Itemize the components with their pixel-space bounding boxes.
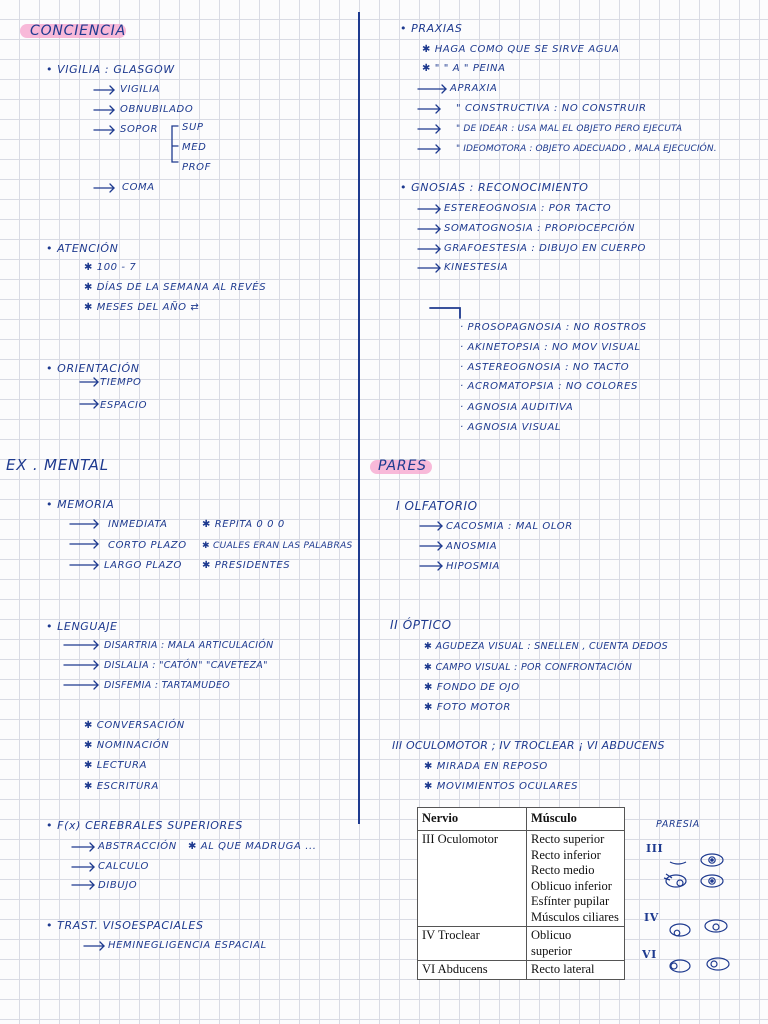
- table-header-musculo: Músculo: [527, 808, 625, 831]
- agnosia-item: · AKINETOPSIA : NO MOV VISUAL: [460, 342, 641, 353]
- conciencia-title: CONCIENCIA: [30, 23, 126, 39]
- arrow-icon: [70, 520, 98, 528]
- eye-icon: [701, 854, 723, 866]
- paresia-label-iv: IV: [644, 911, 659, 924]
- conciencia-item-sopor: SOPOR: [120, 124, 159, 135]
- sopor-level-prof: PROF: [182, 162, 212, 173]
- praxias-note: ✱ HAGA COMO QUE SE SIRVE AGUA: [422, 44, 620, 55]
- eye-icon: [701, 875, 723, 887]
- gnosia-item: GRAFOESTESIA : DIBUJO EN CUERPO: [444, 243, 646, 254]
- arrow-icon: [80, 400, 98, 408]
- lenguaje-item: DISLALIA : "CATÓN" "CAVETEZA": [104, 660, 268, 671]
- arrow-icon: [420, 542, 442, 550]
- muscle-name: Recto medio: [531, 863, 595, 877]
- arrow-icon: [418, 105, 440, 113]
- conciencia-item-vigilia: VIGILIA: [120, 84, 161, 95]
- optico-title: II ÓPTICO: [390, 618, 452, 632]
- muscle-name: Esfínter pupilar: [531, 894, 610, 908]
- funciones-item: ABSTRACCIÓN: [98, 841, 177, 852]
- atencion-item: ✱ 100 - 7: [84, 262, 137, 273]
- funciones-item: CALCULO: [98, 861, 150, 872]
- muscle-name: Recto lateral: [531, 962, 595, 976]
- arrow-icon: [418, 85, 446, 93]
- agnosia-item: · ASTEREOGNOSIA : NO TACTO: [460, 362, 630, 373]
- optico-item: ✱ FONDO DE OJO: [424, 682, 520, 693]
- lenguaje-item: DISARTRIA : MALA ARTICULACIÓN: [104, 640, 274, 651]
- lenguaje-eval: ✱ LECTURA: [84, 760, 148, 771]
- oculomotores-item: ✱ MOVIMIENTOS OCULARES: [424, 781, 579, 792]
- funciones-item: DIBUJO: [98, 880, 138, 891]
- arrow-icon: [64, 661, 98, 669]
- apraxia-type: " IDEOMOTORA : OBJETO ADECUADO , MALA EJECUCIÓN.: [456, 144, 717, 154]
- arrow-icon: [70, 561, 98, 569]
- orientacion-item-tiempo: TIEMPO: [100, 377, 142, 388]
- sopor-level-med: MED: [182, 142, 207, 153]
- eye-icon: [705, 920, 727, 932]
- table-cell-musculos: [527, 927, 625, 961]
- apraxia-label: APRAXIA: [450, 83, 498, 94]
- table-header-nervio: Nervio: [418, 808, 527, 831]
- orientacion-item-espacio: ESPACIO: [100, 400, 148, 411]
- arrow-icon: [418, 225, 440, 233]
- vigilia-heading: • VIGILIA : GLASGOW: [46, 63, 175, 76]
- agnosia-item: · AGNOSIA AUDITIVA: [460, 402, 574, 413]
- agnosia-item: · ACROMATOPSIA : NO COLORES: [460, 381, 638, 392]
- atencion-item: ✱ DÍAS DE LA SEMANA AL REVÉS: [84, 282, 267, 293]
- arrow-icon: [84, 942, 104, 950]
- sopor-bracket: [172, 126, 178, 162]
- arrow-icon: [80, 378, 98, 386]
- memoria-item: LARGO PLAZO: [104, 560, 182, 571]
- table-cell-nervio: III Oculomotor: [418, 831, 527, 927]
- memoria-note: ✱ PRESIDENTES: [202, 560, 291, 571]
- praxias-title: • PRAXIAS: [400, 22, 463, 35]
- paresia-title: PARESIA: [656, 819, 700, 830]
- lenguaje-item: DISFEMIA : TARTAMUDEO: [104, 680, 231, 691]
- memoria-item: INMEDIATA: [108, 519, 168, 530]
- praxias-note: ✱ " " A " PEINA: [422, 63, 506, 74]
- arrow-icon: [418, 245, 440, 253]
- table-row: [418, 831, 625, 927]
- table-cell-musculos: [527, 831, 625, 927]
- gnosia-item: ESTEREOGNOSIA : POR TACTO: [444, 203, 612, 214]
- funciones-note: ✱ AL QUE MADRUGA ...: [188, 841, 317, 852]
- paresia-label-vi: VI: [642, 948, 657, 961]
- eye-icon: [707, 958, 729, 970]
- lenguaje-eval: ✱ NOMINACIÓN: [84, 740, 170, 751]
- agnosia-item: · PROSOPAGNOSIA : NO ROSTROS: [460, 322, 647, 333]
- lenguaje-eval: ✱ ESCRITURA: [84, 781, 159, 792]
- eye-icon: [670, 960, 690, 972]
- muscle-name: Oblicuo: [531, 928, 572, 942]
- muscle-name: Recto superior: [531, 832, 605, 846]
- arrow-icon: [418, 125, 440, 133]
- closed-eye-icon: [670, 862, 686, 864]
- optico-item: ✱ AGUDEZA VISUAL : SNELLEN , CUENTA DEDOS: [424, 641, 668, 652]
- eye-icon: [664, 874, 686, 887]
- visoespaciales-item: HEMINEGLIGENCIA ESPACIAL: [108, 940, 267, 951]
- agnosia-arrow-icon: [430, 308, 460, 318]
- table-cell-musculos: [527, 961, 625, 980]
- paresia-label-iii: III: [646, 842, 664, 855]
- memoria-item: CORTO PLAZO: [108, 540, 187, 551]
- arrow-icon: [94, 106, 114, 114]
- orientacion-title: • ORIENTACIÓN: [46, 362, 140, 375]
- olfatorio-item: ANOSMIA: [446, 541, 498, 552]
- olfatorio-item: HIPOSMIA: [446, 561, 500, 572]
- oculomotores-title: III OCULOMOTOR ; IV TROCLEAR ¡ VI ABDUCENS: [392, 739, 665, 752]
- nerve-muscle-table: [417, 807, 625, 980]
- optico-item: ✱ CAMPO VISUAL : POR CONFRONTACIÓN: [424, 662, 633, 673]
- muscle-name: Oblicuo inferior: [531, 878, 612, 893]
- table-cell-nervio: IV Troclear: [418, 927, 527, 961]
- apraxia-type: " CONSTRUCTIVA : NO CONSTRUIR: [456, 103, 647, 114]
- arrow-icon: [94, 126, 114, 134]
- conciencia-item-coma: COMA: [122, 182, 155, 193]
- gnosia-item: SOMATOGNOSIA : PROPIOCEPCIÓN: [444, 223, 636, 234]
- ex-mental-title: EX . MENTAL: [6, 456, 109, 474]
- eye-icon: [670, 924, 690, 936]
- pares-title: PARES: [378, 458, 427, 474]
- funciones-title: • F(x) CEREBRALES SUPERIORES: [46, 819, 243, 832]
- arrow-icon: [418, 264, 440, 272]
- muscle-name: Músculos ciliares: [531, 909, 619, 924]
- memoria-note: ✱ CUALES ERAN LAS PALABRAS: [202, 541, 353, 551]
- sopor-level-sup: SUP: [182, 122, 204, 133]
- lenguaje-title: • LENGUAJE: [46, 620, 118, 633]
- atencion-item: ✱ MESES DEL AÑO ⇄: [84, 302, 200, 313]
- arrow-icon: [418, 145, 440, 153]
- arrow-icon: [420, 522, 442, 530]
- muscle-name: Recto inferior: [531, 847, 601, 862]
- atencion-title: • ATENCIÓN: [46, 242, 119, 255]
- memoria-note: ✱ REPITA 0 0 0: [202, 519, 285, 530]
- olfatorio-item: CACOSMIA : MAL OLOR: [446, 521, 573, 532]
- table-row: [418, 927, 625, 961]
- arrow-icon: [72, 881, 94, 889]
- table-row: [418, 961, 625, 980]
- memoria-title: • MEMORIA: [46, 498, 115, 511]
- table-cell-nervio: VI Abducens: [418, 961, 527, 980]
- olfatorio-title: I OLFATORIO: [396, 499, 478, 513]
- gnosia-item: KINESTESIA: [444, 262, 509, 273]
- arrow-icon: [70, 540, 98, 548]
- oculomotores-item: ✱ MIRADA EN REPOSO: [424, 761, 548, 772]
- arrow-icon: [418, 205, 440, 213]
- arrow-icon: [64, 641, 98, 649]
- muscle-name: superior: [531, 943, 572, 958]
- arrow-icon: [72, 843, 94, 851]
- visoespaciales-title: • TRAST. VISOESPACIALES: [46, 919, 204, 932]
- arrow-icon: [94, 86, 114, 94]
- table-header-row: [418, 808, 625, 831]
- conciencia-item-obnubilado: OBNUBILADO: [120, 104, 194, 115]
- paresia-eyes-sketch: [648, 840, 768, 980]
- gnosias-title: • GNOSIAS : RECONOCIMIENTO: [400, 181, 589, 194]
- arrow-icon: [64, 681, 98, 689]
- agnosia-item: · AGNOSIA VISUAL: [460, 422, 562, 433]
- apraxia-type: " DE IDEAR : USA MAL EL OBJETO PERO EJECUTA: [456, 124, 683, 134]
- arrow-icon: [94, 184, 114, 192]
- arrow-icon: [72, 863, 94, 871]
- arrow-icon: [420, 562, 442, 570]
- lenguaje-eval: ✱ CONVERSACIÓN: [84, 720, 185, 731]
- optico-item: ✱ FOTO MOTOR: [424, 702, 511, 713]
